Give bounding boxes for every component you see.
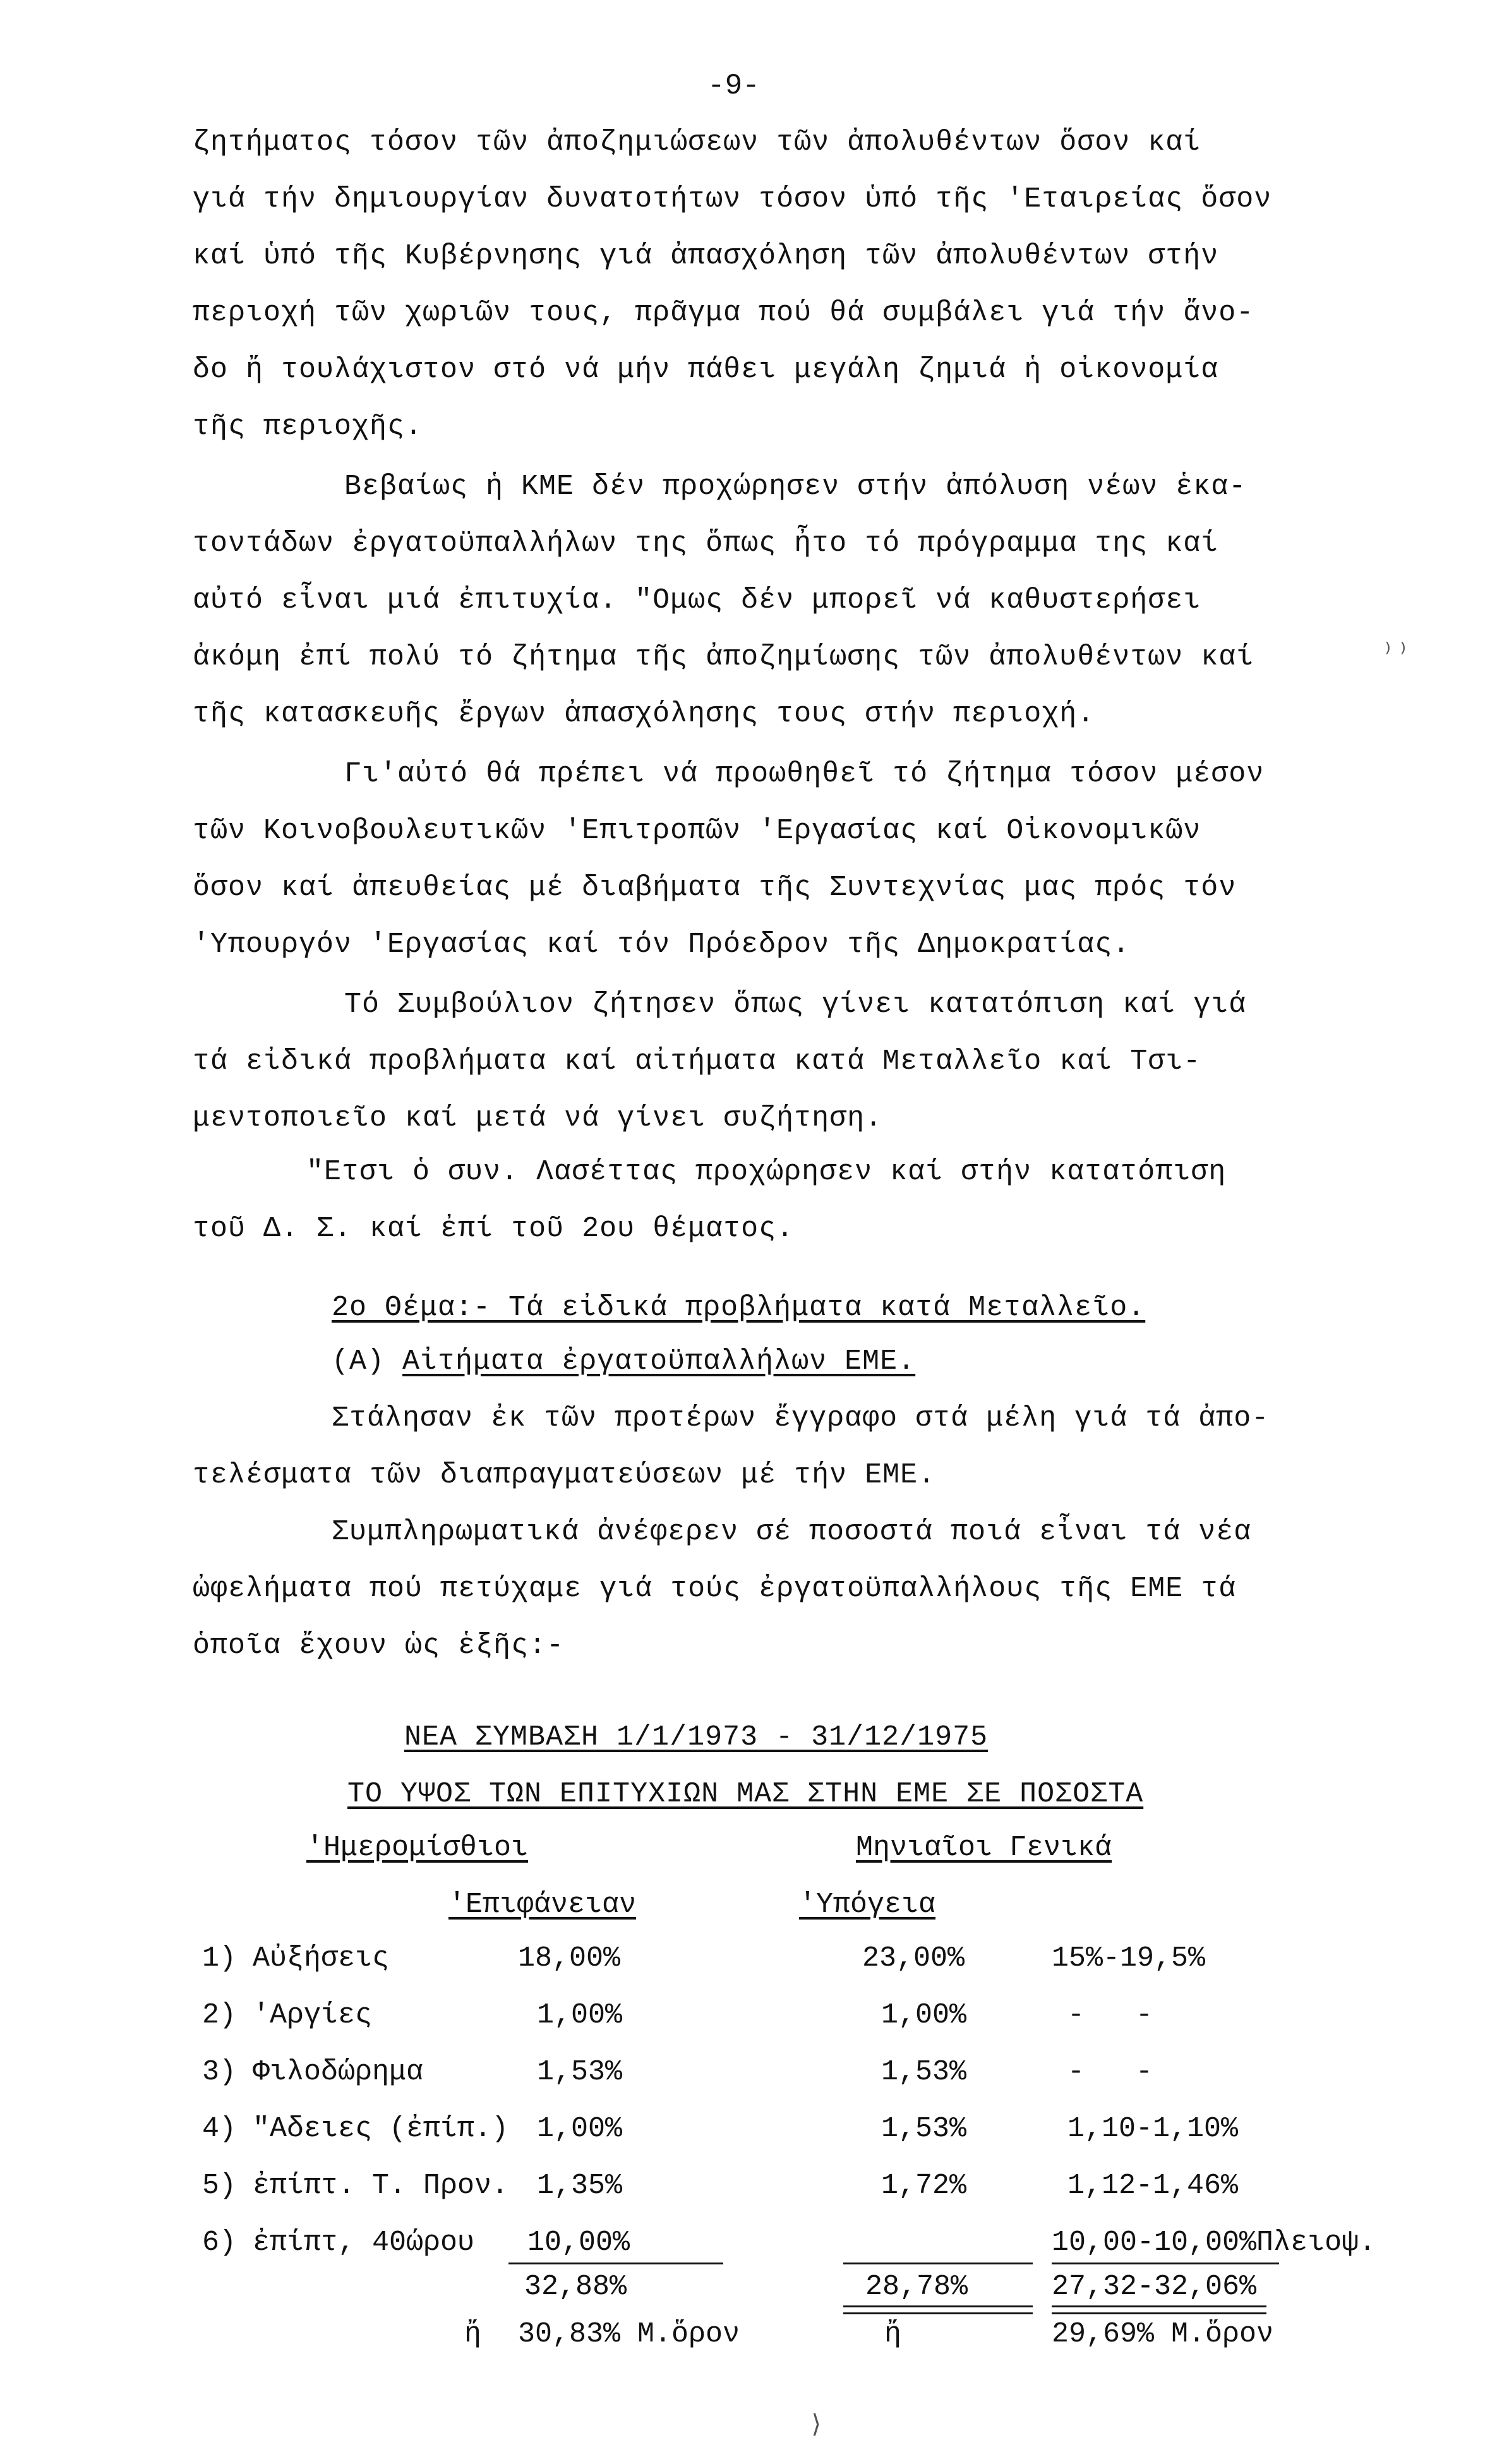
text-line: τῆς κατασκευῆς ἔργων ἀπασχόλησης τους στήν περιοχή. <box>193 698 1095 730</box>
text-line: Βεβαίως ἡ ΚΜΕ δέν προχώρησεν στήν ἀπόλυση νέων ἑκα- <box>344 471 1247 503</box>
text-line: Συμπληρωματικά ἀνέφερεν σέ ποσοστά ποιά εἶναι τά νέα <box>332 1516 1252 1548</box>
average-prefix: ἤ <box>464 2318 482 2350</box>
row-underground-value: 1,53% <box>881 2113 967 2145</box>
total-surface: 32,88% <box>524 2271 627 2303</box>
row-number: 1) <box>202 1942 237 1974</box>
row-monthly-value: 15%-19,5% <box>1052 1942 1206 1974</box>
column-header-daily: 'Ημερομίσθιοι <box>306 1832 529 1864</box>
row-monthly-value: - - <box>1067 2056 1153 2088</box>
sum-rule <box>1052 2263 1279 2264</box>
row-number: 4) <box>202 2113 237 2145</box>
text-line: μεντοποιεῖο καί μετά νά γίνει συζήτηση. <box>193 1102 883 1134</box>
column-header-monthly: Μηνιαῖοι Γενικά <box>856 1832 1112 1864</box>
row-underground-value: 1,72% <box>881 2170 967 2202</box>
row-label: "Αδειες (ἐπίπ.) <box>253 2113 509 2145</box>
row-surface-value: 1,00% <box>537 1999 623 2031</box>
row-surface-value: 18,00% <box>518 1942 621 1974</box>
text-line: τῆς περιοχῆς. <box>193 411 423 443</box>
page-number: -9- <box>707 69 760 102</box>
subheading-text: Αἰτήματα ἐργατοϋπαλλήλων ΕΜΕ. <box>402 1345 916 1378</box>
text-line: τελέσματα τῶν διαπραγματεύσεων μέ τήν ΕΜΕ. <box>193 1459 936 1491</box>
average-underground-prefix: ἤ <box>884 2318 902 2350</box>
row-number: 3) <box>202 2056 237 2088</box>
text-line: ὠφελήματα πού πετύχαμε γιά τούς ἐργατοϋπαλλήλους τῆς ΕΜΕ τά <box>193 1573 1237 1605</box>
text-line: τά εἰδικά προβλήματα καί αἰτήματα κατά Μεταλλεῖο καί Τσι- <box>193 1045 1201 1078</box>
subheading <box>332 1345 915 1378</box>
text-line: δο ἤ τουλάχιστον στό νά μήν πάθει μεγάλη ζημιά ἡ οἰκονομία <box>193 354 1219 386</box>
scan-mark: ⟩ <box>809 2412 824 2441</box>
text-line: ἀκόμη ἐπί πολύ τό ζήτημα τῆς ἀποζημίωσης τῶν ἀπολυθέντων καί <box>193 641 1254 673</box>
row-number: 6) <box>202 2227 237 2259</box>
text-line: ὁποῖα ἔχουν ὡς ἑξῆς:- <box>193 1630 565 1662</box>
average-monthly: 29,69% Μ.ὅρον <box>1052 2318 1274 2350</box>
row-monthly-value: 1,12-1,46% <box>1067 2170 1239 2202</box>
row-underground-value: 23,00% <box>862 1942 965 1974</box>
text-line: αὐτό εἶναι μιά ἐπιτυχία. "Ομως δέν μπορεῖ νά καθυστερήσει <box>193 584 1201 616</box>
row-surface-value: 1,53% <box>537 2056 623 2088</box>
text-line: Στάλησαν ἐκ τῶν προτέρων ἔγγραφο στά μέλη γιά τά ἀπο- <box>332 1402 1270 1434</box>
average-surface: 30,83% Μ.ὅρον <box>518 2318 740 2350</box>
row-surface-value: 1,00% <box>537 2113 623 2145</box>
total-monthly: 27,32-32,06% <box>1052 2271 1257 2303</box>
row-label: ἐπίπτ. Τ. Προν. <box>253 2170 509 2202</box>
total-underground: 28,78% <box>865 2271 968 2303</box>
double-rule <box>1052 2305 1266 2314</box>
text-line: τοντάδων ἐργατοϋπαλλήλων της ὅπως ἦτο τό πρόγραμμα της καί <box>193 527 1219 560</box>
column-header-surface: 'Επιφάνειαν <box>448 1889 637 1921</box>
text-line: ὅσον καί ἀπευθείας μέ διαβήματα τῆς Συντεχνίας μας πρός τόν <box>193 872 1237 904</box>
row-underground-value: 1,53% <box>881 2056 967 2088</box>
subheading-label: (Α) <box>332 1345 385 1378</box>
text-line: Τό Συμβούλιον ζήτησεν ὅπως γίνει κατατόπιση καί γιά <box>344 989 1247 1021</box>
row-number: 5) <box>202 2170 237 2202</box>
text-line: 'Υπουργόν 'Εργασίας καί τόν Πρόεδρον τῆς Δημοκρατίας. <box>193 929 1131 961</box>
row-monthly-value: - - <box>1067 1999 1153 2031</box>
sum-rule <box>508 2263 723 2264</box>
topic-heading: 2ο Θέμα:- Τά εἰδικά προβλήματα κατά Μεταλλεῖο. <box>332 1292 1146 1324</box>
row-label: 'Αργίες <box>253 1999 373 2031</box>
column-header-underground: 'Υπόγεια <box>799 1889 936 1921</box>
row-monthly-value: 10,00-10,00%Πλειοψ. <box>1052 2227 1376 2259</box>
text-line: καί ὑπό τῆς Κυβέρνησης γιά ἀπασχόληση τῶν ἀπολυθέντων στήν <box>193 240 1219 272</box>
text-line: τοῦ Δ. Σ. καί ἐπί τοῦ 2ου θέματος. <box>193 1213 795 1245</box>
text-line: τῶν Κοινοβουλευτικῶν 'Επιτροπῶν 'Εργασίας καί Οἰκονομικῶν <box>193 815 1201 847</box>
table-title: ΝΕΑ ΣΥΜΒΑΣΗ 1/1/1973 - 31/12/1975 <box>404 1721 989 1753</box>
text-line: "Ετσι ὁ συν. Λασέττας προχώρησεν καί στήν κατατόπιση <box>306 1156 1227 1188</box>
text-line: γιά τήν δημιουργίαν δυνατοτήτων τόσον ὑπό τῆς 'Εταιρείας ὅσον <box>193 183 1272 215</box>
row-surface-value: 1,35% <box>537 2170 623 2202</box>
double-rule <box>843 2305 1033 2314</box>
row-label: ἐπίπτ, 40ώρου <box>253 2227 475 2259</box>
text-line: Γι'αὐτό θά πρέπει νά προωθηθεῖ τό ζήτημα τόσον μέσον <box>344 758 1265 790</box>
row-surface-value: 10,00% <box>527 2227 630 2259</box>
scan-mark: ⁾⁾ <box>1380 640 1411 669</box>
row-label: Αὐξήσεις <box>253 1942 390 1974</box>
row-number: 2) <box>202 1999 237 2031</box>
text-line: περιοχή τῶν χωριῶν τους, πρᾶγμα πού θά συμβάλει γιά τήν ἄνο- <box>193 297 1254 329</box>
row-monthly-value: 1,10-1,10% <box>1067 2113 1239 2145</box>
table-subtitle: ΤΟ ΥΨΟΣ ΤΩΝ ΕΠΙΤΥΧΙΩΝ ΜΑΣ ΣΤΗΝ ΕΜΕ ΣΕ ΠΟΣΟΣΤΑ <box>347 1778 1144 1810</box>
row-label: Φιλοδώρημα <box>253 2056 424 2088</box>
row-underground-value: 1,00% <box>881 1999 967 2031</box>
text-line: ζητήματος τόσον τῶν ἀποζημιώσεων τῶν ἀπολυθέντων ὅσον καί <box>193 126 1201 159</box>
sum-rule <box>843 2263 1033 2264</box>
